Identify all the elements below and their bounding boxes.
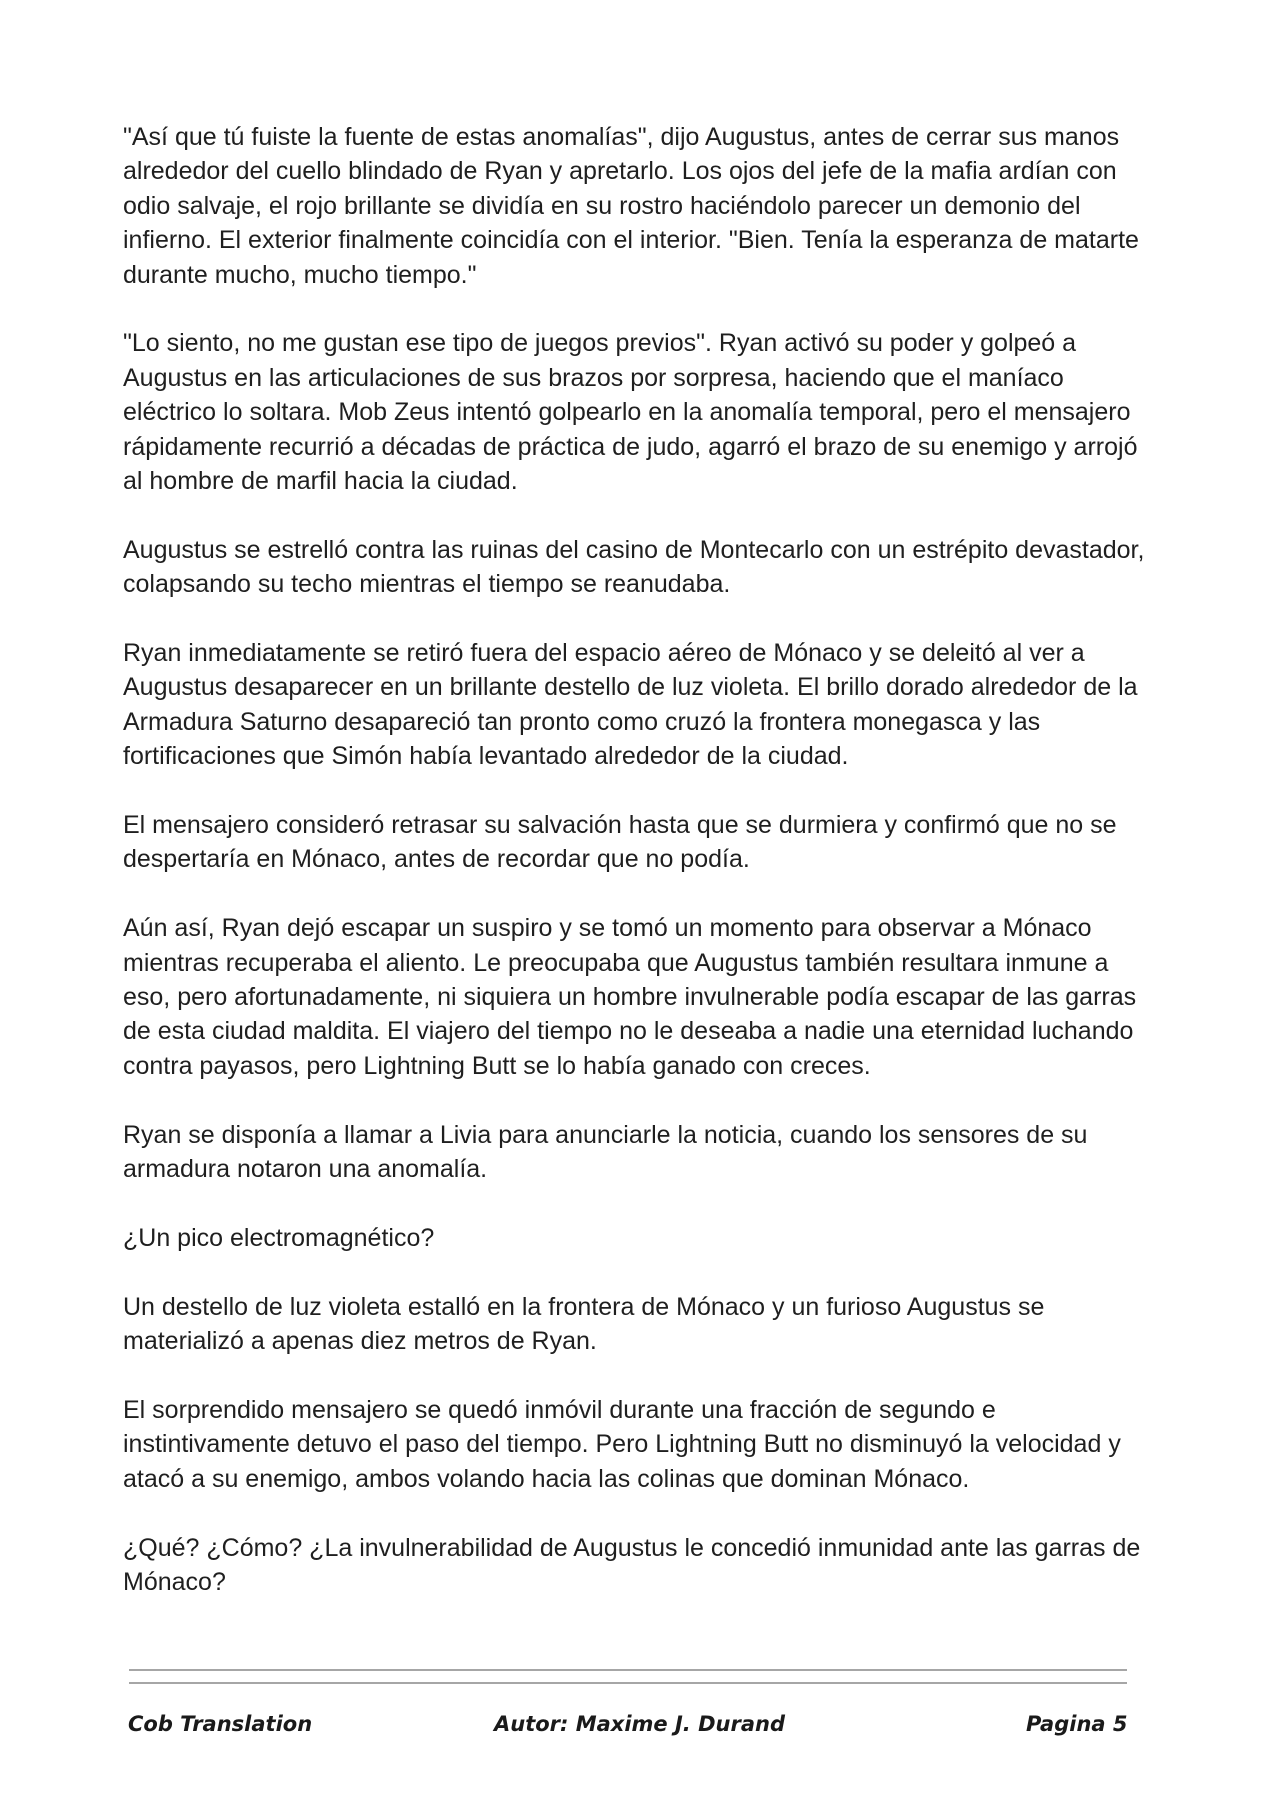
footer-divider-bottom — [129, 1682, 1127, 1684]
paragraph-4: Ryan inmediatamente se retiró fuera del espacio aéreo de Mónaco y se deleitó al ver a Augustus desaparecer en un brillante destello de luz violeta. El brillo dorado alrededor de la Armadura Saturno desapareció tan pronto como cruzó la frontera monegasca y las fortificaciones que Simón había levantado alrededor de la ciudad. — [123, 639, 1138, 771]
footer-author: Autor: Maxime J. Durand — [494, 1712, 785, 1736]
paragraph-11: ¿Qué? ¿Cómo? ¿La invulnerabilidad de Augustus le concedió inmunidad ante las garras de Mónaco? — [123, 1533, 1141, 1596]
paragraph-1: "Así que tú fuiste la fuente de estas anomalías", dijo Augustus, antes de cerrar sus manos alrededor del cuello blindado de Ryan y apretarlo. Los ojos del jefe de la mafia ardían con odio salvaje, el rojo brillante se dividía en su rostro haciéndolo parecer un demonio del infierno. El exterior finalmente coincidía con el interior. "Bien. Tenía la esperanza de matarte durante mucho, mucho tiempo." — [123, 123, 1139, 289]
paragraph-3: Augustus se estrelló contra las ruinas del casino de Montecarlo con un estrépito devastador, colapsando su techo mientras el tiempo se reanudaba. — [123, 535, 1145, 599]
footer-page-number: Pagina 5 — [1026, 1712, 1128, 1736]
footer-translator: Cob Translation — [128, 1712, 313, 1736]
paragraph-9: Un destello de luz violeta estalló en la frontera de Mónaco y un furioso Augustus se materializó a apenas diez metros de Ryan. — [123, 1292, 1045, 1356]
paragraph-10: El sorprendido mensajero se quedó inmóvil durante una fracción de segundo e instintivamente detuvo el paso del tiempo. Pero Lightning Butt no disminuyó la velocidad y atacó a su enemigo, ambos volando hacia las colinas que dominan Mónaco. — [123, 1395, 1121, 1493]
paragraph-6: Aún así, Ryan dejó escapar un suspiro y se tomó un momento para observar a Mónaco mientras recuperaba el aliento. Le preocupaba que Augustus también resultara inmune a eso, pero afortunadamente, ni siquiera un hombre invulnerable podía escapar de las garras de esta ciudad maldita. El viajero del tiempo no le deseaba a nadie una eternidad luchando contra payasos, pero Lightning Butt se lo había ganado con creces. — [123, 914, 1137, 1080]
paragraph-2: "Lo siento, no me gustan ese tipo de juegos previos". Ryan activó su poder y golpeó a Augustus en las articulaciones de sus brazos por sorpresa, haciendo que el maníaco eléctrico lo soltara. Mob Zeus intentó golpearlo en la anomalía temporal, pero el mensajero rápidamente recurrió a décadas de práctica de judo, agarró el brazo de su enemigo y arrojó al hombre de marfil hacia la ciudad. — [123, 329, 1138, 496]
paragraph-8: ¿Un pico electromagnético? — [123, 1223, 435, 1252]
body-text — [123, 120, 1153, 1634]
paragraph-7: Ryan se disponía a llamar a Livia para anunciarle la noticia, cuando los sensores de su armadura notaron una anomalía. — [123, 1120, 1088, 1184]
footer-divider-top — [129, 1669, 1127, 1671]
paragraph-5: El mensajero consideró retrasar su salvación hasta que se durmiera y confirmó que no se despertaría en Mónaco, antes de recordar que no podía. — [123, 811, 1117, 874]
